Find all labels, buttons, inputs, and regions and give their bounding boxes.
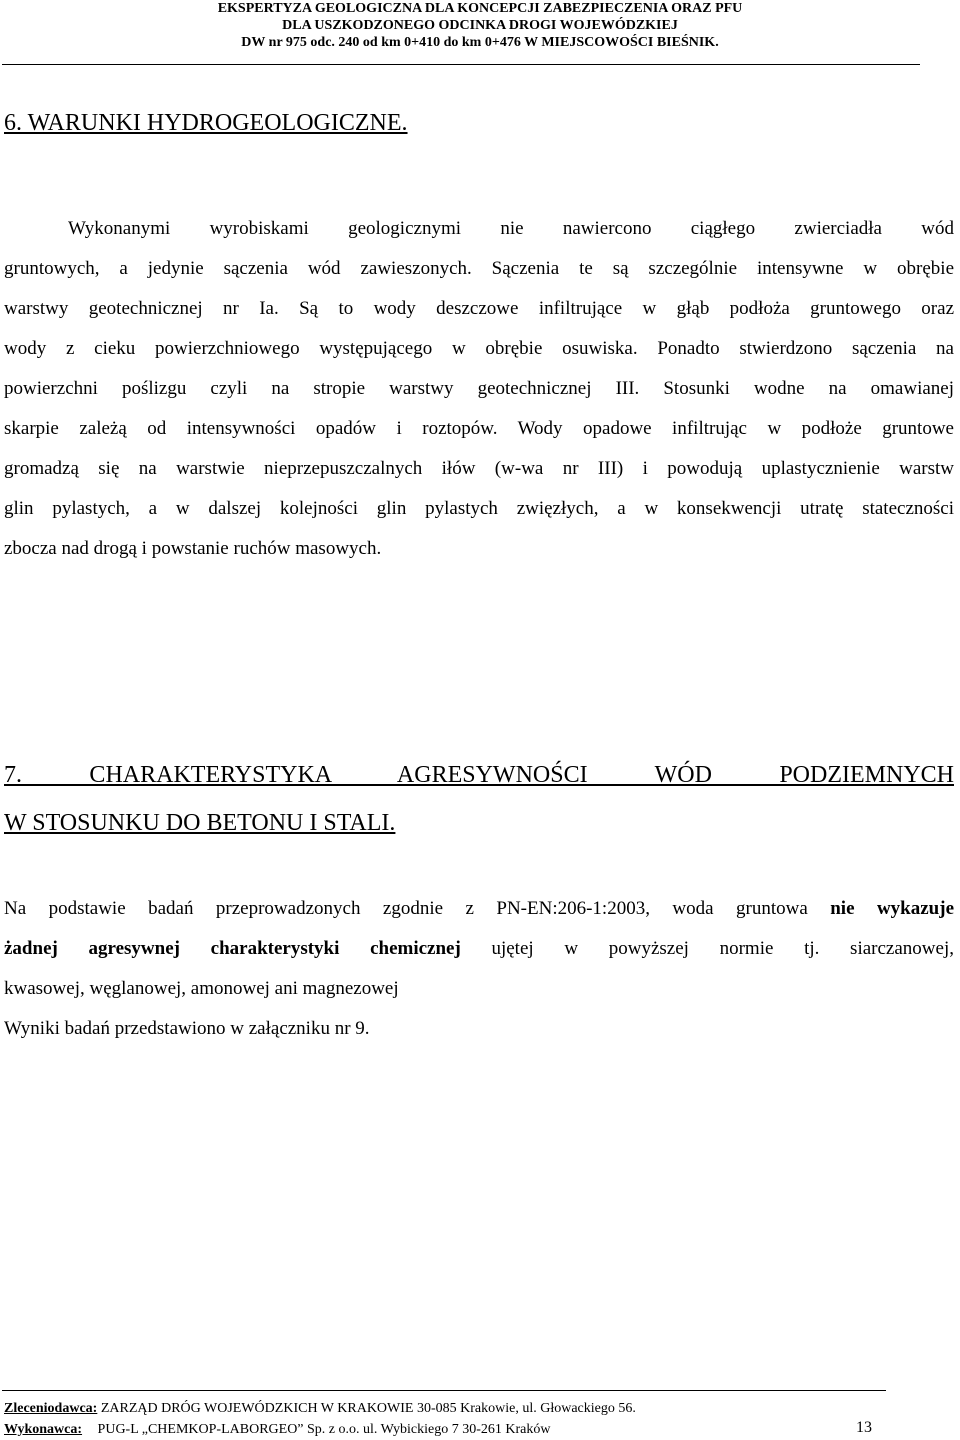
- header-divider: [2, 64, 920, 65]
- section-7-heading-line-2: W STOSUNKU DO BETONU I STALI.: [4, 810, 396, 836]
- footer-client-label: Zleceniodawca:: [4, 1401, 98, 1416]
- footer-divider: [2, 1390, 886, 1391]
- section-7-heading-line-1: 7. CHARAKTERYSTYKA AGRESYWNOŚCI WÓD PODZIEMNYCH: [4, 762, 954, 788]
- footer-client: [4, 1400, 636, 1418]
- header-line-1: EKSPERTYZA GEOLOGICZNA DLA KONCEPCJI ZABEZPIECZENIA ORAZ PFU: [217, 1, 743, 16]
- header-line-3: DW nr 975 odc. 240 od km 0+410 do km 0+476 W MIEJSCOWOŚCI BIEŚNIK.: [241, 35, 719, 50]
- section-6-heading: 6. WARUNKI HYDROGEOLOGICZNE.: [4, 110, 408, 136]
- text-normal: Na podstawie badań przeprowadzonych zgodnie z PN-EN:206-1:2003, woda gruntowa: [4, 898, 808, 919]
- footer-client-text: ZARZĄD DRÓG WOJEWÓDZKICH W KRAKOWIE 30-085 Krakowie, ul. Głowackiego 56.: [100, 1401, 636, 1416]
- page-number: 13: [856, 1419, 872, 1436]
- text-bold: nie wykazuje: [830, 898, 955, 919]
- header-line-2: DLA USZKODZONEGO ODCINKA DROGI WOJEWÓDZKIEJ: [282, 18, 678, 33]
- footer-contractor-label: Wykonawca:: [4, 1422, 83, 1437]
- footer-contractor: [4, 1421, 551, 1439]
- footer-contractor-text: PUG-L „CHEMKOP-LABORGEO” Sp. z o.o. ul. Wybickiego 7 30-261 Kraków: [97, 1422, 551, 1437]
- text-bold: żadnej agresywnej charakterystyki chemicznej: [4, 938, 461, 959]
- text-normal: ujętej w powyższej normie tj. siarczanowej,: [491, 938, 954, 959]
